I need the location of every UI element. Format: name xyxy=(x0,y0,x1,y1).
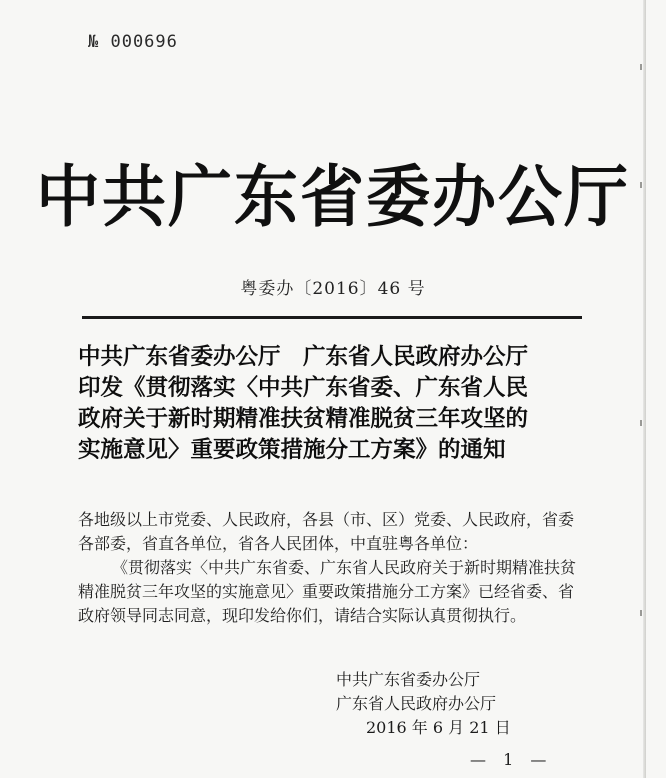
document-number: 粤委办〔2016〕46 号 xyxy=(240,279,426,299)
notice-title-line: 中共广东省委办公厅 广东省人民政府办公厅 xyxy=(78,344,529,370)
edge-mark xyxy=(640,64,642,70)
body-text xyxy=(78,508,578,628)
recipients-paragraph: 各地级以上市党委、人民政府，各县（市、区）党委、人民政府，省委各部委，省直各单位，省各人民团体，中直驻粤各单位： xyxy=(78,510,575,553)
page-edge xyxy=(643,0,646,778)
notice-title xyxy=(78,342,598,466)
notice-title-line: 实施意见〉重要政策措施分工方案》的通知 xyxy=(78,437,506,463)
issuing-organization-title: 中共广东省委办公厅 xyxy=(36,159,630,237)
notice-title-line: 政府关于新时期精准扶贫精准脱贫三年攻坚的 xyxy=(78,406,529,432)
body-paragraph: 《贯彻落实〈中共广东省委、广东省人民政府关于新时期精准扶贫精准脱贫三年攻坚的实施意见〉重要政策措施分工方案》已经省委、省政府领导同志同意，现印发给你们，请结合实际认真贯彻执行。 xyxy=(78,558,577,625)
edge-mark xyxy=(640,420,642,426)
signature-block xyxy=(336,668,511,740)
signature-line: 广东省人民政府办公厅 xyxy=(336,694,497,713)
notice-title-line: 印发《贯彻落实〈中共广东省委、广东省人民 xyxy=(78,375,529,401)
signature-line: 中共广东省委办公厅 xyxy=(336,670,481,689)
edge-mark xyxy=(640,610,642,616)
serial-number: № 000696 xyxy=(88,32,178,52)
header-rule xyxy=(82,316,582,319)
issue-date: 2016 年 6 月 21 日 xyxy=(366,718,511,737)
page-number: — 1 — xyxy=(470,750,553,769)
